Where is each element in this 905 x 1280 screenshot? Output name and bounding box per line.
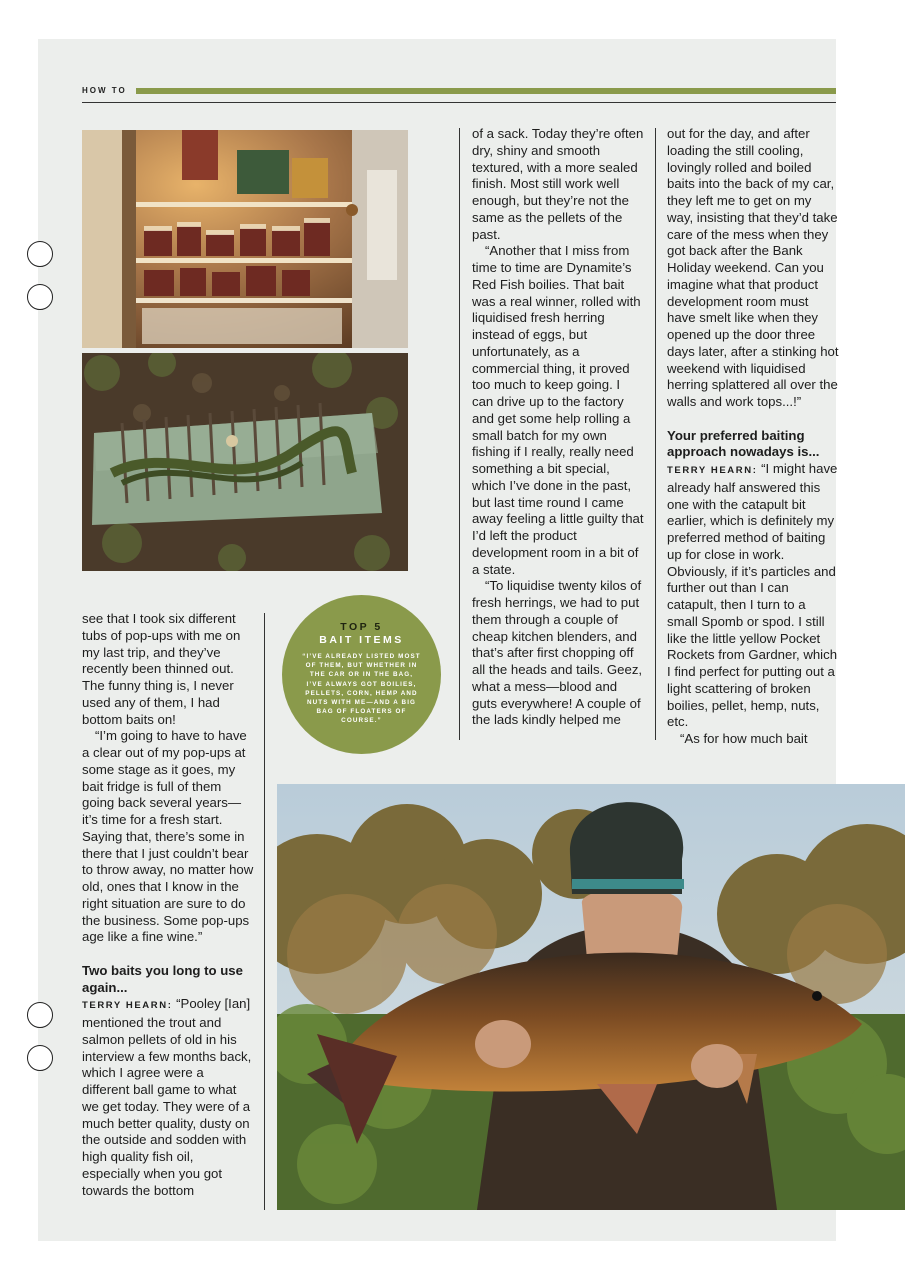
- article-column-3: [667, 126, 839, 748]
- binder-hole: [27, 1045, 53, 1071]
- binder-hole: [27, 241, 53, 267]
- angler-with-carp-photo: [277, 784, 905, 1210]
- paragraph: see that I took six different tubs of pop-ups with me on my last trip, and they’ve recently been thinned out. The funny thing is, I never used any of them, I had bottom baits on!: [82, 611, 241, 727]
- paragraph: of a sack. Today they’re often dry, shiny and smooth textured, with a more sealed finish. Most still work well enough, but they’re not the same as the pellets of the past.: [472, 126, 644, 242]
- speaker-label: TERRY HEARN:: [82, 1000, 173, 1012]
- paragraph: “Another that I miss from time to time are Dynamite’s Red Fish boilies. That bait was a real winner, rolled with liquidised fresh herring instead of eggs, but unfortunately, as a commercial thing, it proved too much to keep going. I can drive up to the factory and get some help rolling a small batch for my own fishing if I really, really need something a bit special, which I’ve done in the past, but last time round I came away feeling a little guilty that I’d left the product development room in a bit of a state.: [472, 243, 644, 577]
- article-column-2: [472, 126, 644, 729]
- header-accent-bar: [136, 88, 836, 94]
- paragraph: “Pooley [Ian] mentioned the trout and salmon pellets of old in his interview a few months back, which I agree were a different ball game to what we get today. They were of a much better quality, dusty on the outside and sodden with high quality fish oil, especially when you got towards the bottom: [82, 996, 252, 1198]
- badge-quote: “I’VE ALREADY LISTED MOST OF THEM, BUT WHETHER IN THE CAR OR IN THE BAG, I’VE ALWAYS GOT BOILIES, PELLETS, CORN, HEMP AND NUTS WITH ME—AND A BIG BAG OF FLOATERS OF COURSE.”: [302, 653, 421, 725]
- paragraph: out for the day, and after loading the still cooling, lovingly rolled and boiled baits into the back of my car, they left me to get on my way, insisting that they’d take care of the mess when they got back after the Bank Holiday weekend. Can you imagine what that product development room must have smelt like when they opened up the door three days later, after a stinking hot weekend with liquidised herring splattered all over the walls and work tops...!”: [667, 126, 839, 409]
- column-divider: [655, 128, 656, 740]
- article-column-1: [82, 611, 254, 1199]
- column-divider: [264, 613, 265, 1210]
- section-label: HOW TO: [82, 86, 127, 95]
- paragraph: “As for how much bait: [680, 731, 808, 746]
- top-5-badge: [282, 595, 441, 754]
- bait-fridge-photo: [82, 130, 408, 348]
- paragraph: “To liquidise twenty kilos of fresh herrings, we had to put them through a couple of cheap kitchen blenders, and that’s after first chopping off all the heads and tails. Geez, what a mess—blood and guts everywhere! A couple of the lads kindly helped me: [472, 578, 643, 728]
- paragraph: “I’m going to have to have a clear out of my pop-ups at some stage as it goes, my bait fridge is full of them going back several years—it’s time for a fresh start. Saying that, there’s some in there that I just couldn’t bear to throw away, no matter how old, ones that I know in the right situation are sure to do the business. Some pop-ups age like a fine wine.”: [82, 728, 254, 945]
- paragraph: “I might have already half answered this one with the catapult bit earlier, which is definitely my preferred method of baiting up for close in work. Obviously, if it’s particles and further out than I can catapult, then I turn to a small Spomb or spod. I still like the little yellow Pocket Rockets from Gardner, which I find perfect for putting out a light scattering of broken boilies, pellet, hemp, nuts, etc.: [667, 461, 838, 730]
- bait-roll-photo: [82, 353, 408, 571]
- header-rule: [82, 102, 836, 103]
- badge-title: BAIT ITEMS: [319, 634, 404, 646]
- binder-hole: [27, 1002, 53, 1028]
- interview-question: Two baits you long to use again...: [82, 962, 243, 995]
- column-divider: [459, 128, 460, 740]
- interview-question: Your preferred baiting approach nowadays is...: [667, 427, 820, 460]
- speaker-label: TERRY HEARN:: [667, 465, 758, 476]
- badge-title: TOP 5: [340, 621, 383, 633]
- binder-hole: [27, 284, 53, 310]
